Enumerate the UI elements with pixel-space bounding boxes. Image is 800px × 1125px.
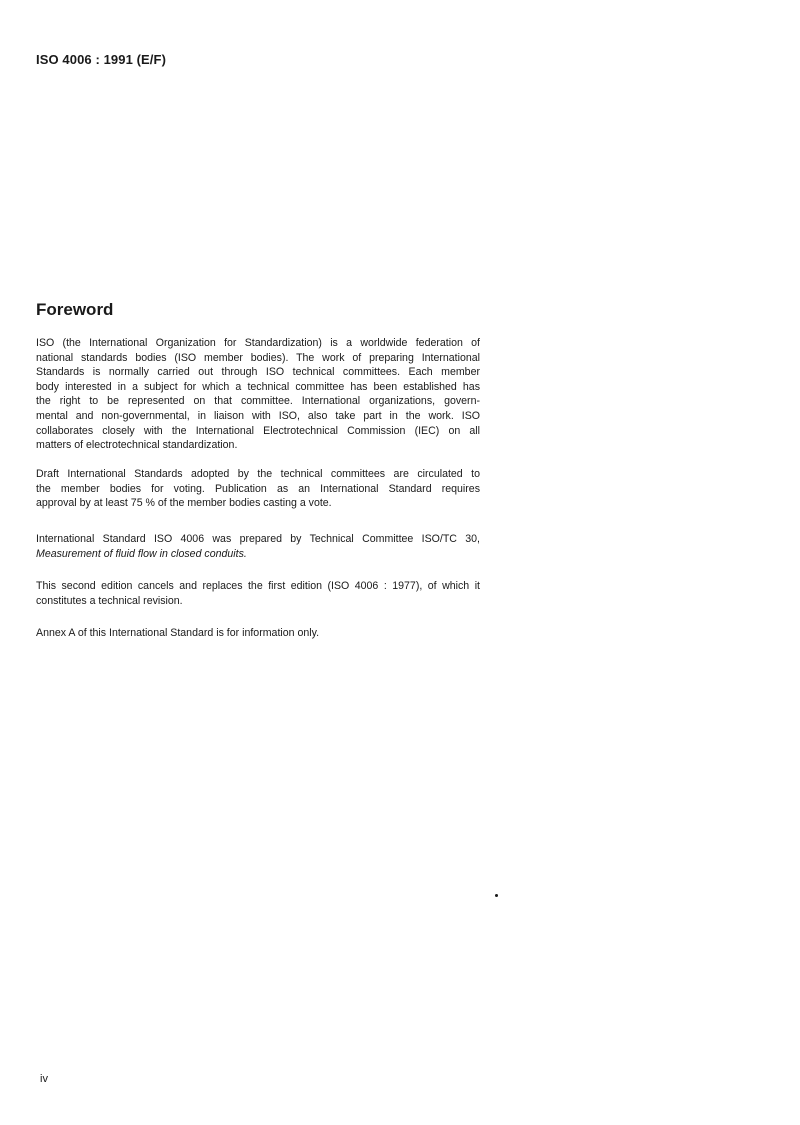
- foreword-paragraph-2: [36, 467, 480, 511]
- paragraph-line: the member bodies for voting. Publication as an International Standard requires: [36, 482, 480, 495]
- paragraph-line: body interested in a subject for which a technical committee has been established has: [36, 380, 480, 393]
- paragraph-line: matters of electrotechnical standardization.: [36, 439, 238, 452]
- document-reference: ISO 4006 : 1991 (E/F): [36, 52, 166, 67]
- paragraph-line: approval by at least 75 % of the member bodies casting a vote.: [36, 497, 332, 510]
- scan-speck: [495, 894, 498, 897]
- paragraph-line: national standards bodies (ISO member bodies). The work of preparing International: [36, 351, 480, 364]
- committee-title: Measurement of fluid flow in closed conduits.: [36, 547, 247, 560]
- foreword-heading: Foreword: [36, 300, 114, 319]
- foreword-paragraph-1: [36, 336, 480, 453]
- paragraph-line: ISO (the International Organization for Standardization) is a worldwide federation of: [36, 337, 480, 349]
- paragraph-line: Annex A of this International Standard is for information only.: [36, 627, 320, 639]
- paragraph-line: collaborates closely with the International Electrotechnical Commission (IEC) on all: [36, 424, 480, 437]
- paragraph-line: the right to be represented on that committee. International organizations, govern-: [36, 395, 480, 408]
- paragraph-line: Draft International Standards adopted by the technical committees are circulated to: [36, 468, 480, 480]
- paragraph-line: mental and non-governmental, in liaison with ISO, also take part in the work. ISO: [36, 409, 480, 422]
- paragraph-line: International Standard ISO 4006 was prepared by Technical Committee ISO/TC 30,: [36, 533, 480, 545]
- foreword-paragraph-4: [36, 579, 480, 608]
- foreword-paragraph-5: [36, 626, 480, 641]
- paragraph-line: This second edition cancels and replaces the first edition (ISO 4006 : 1977), of which it: [36, 580, 480, 592]
- foreword-paragraph-3: [36, 532, 480, 561]
- page-number: iv: [40, 1073, 48, 1085]
- paragraph-line: constitutes a technical revision.: [36, 594, 183, 607]
- paragraph-line: Standards is normally carried out through ISO technical committees. Each member: [36, 366, 480, 379]
